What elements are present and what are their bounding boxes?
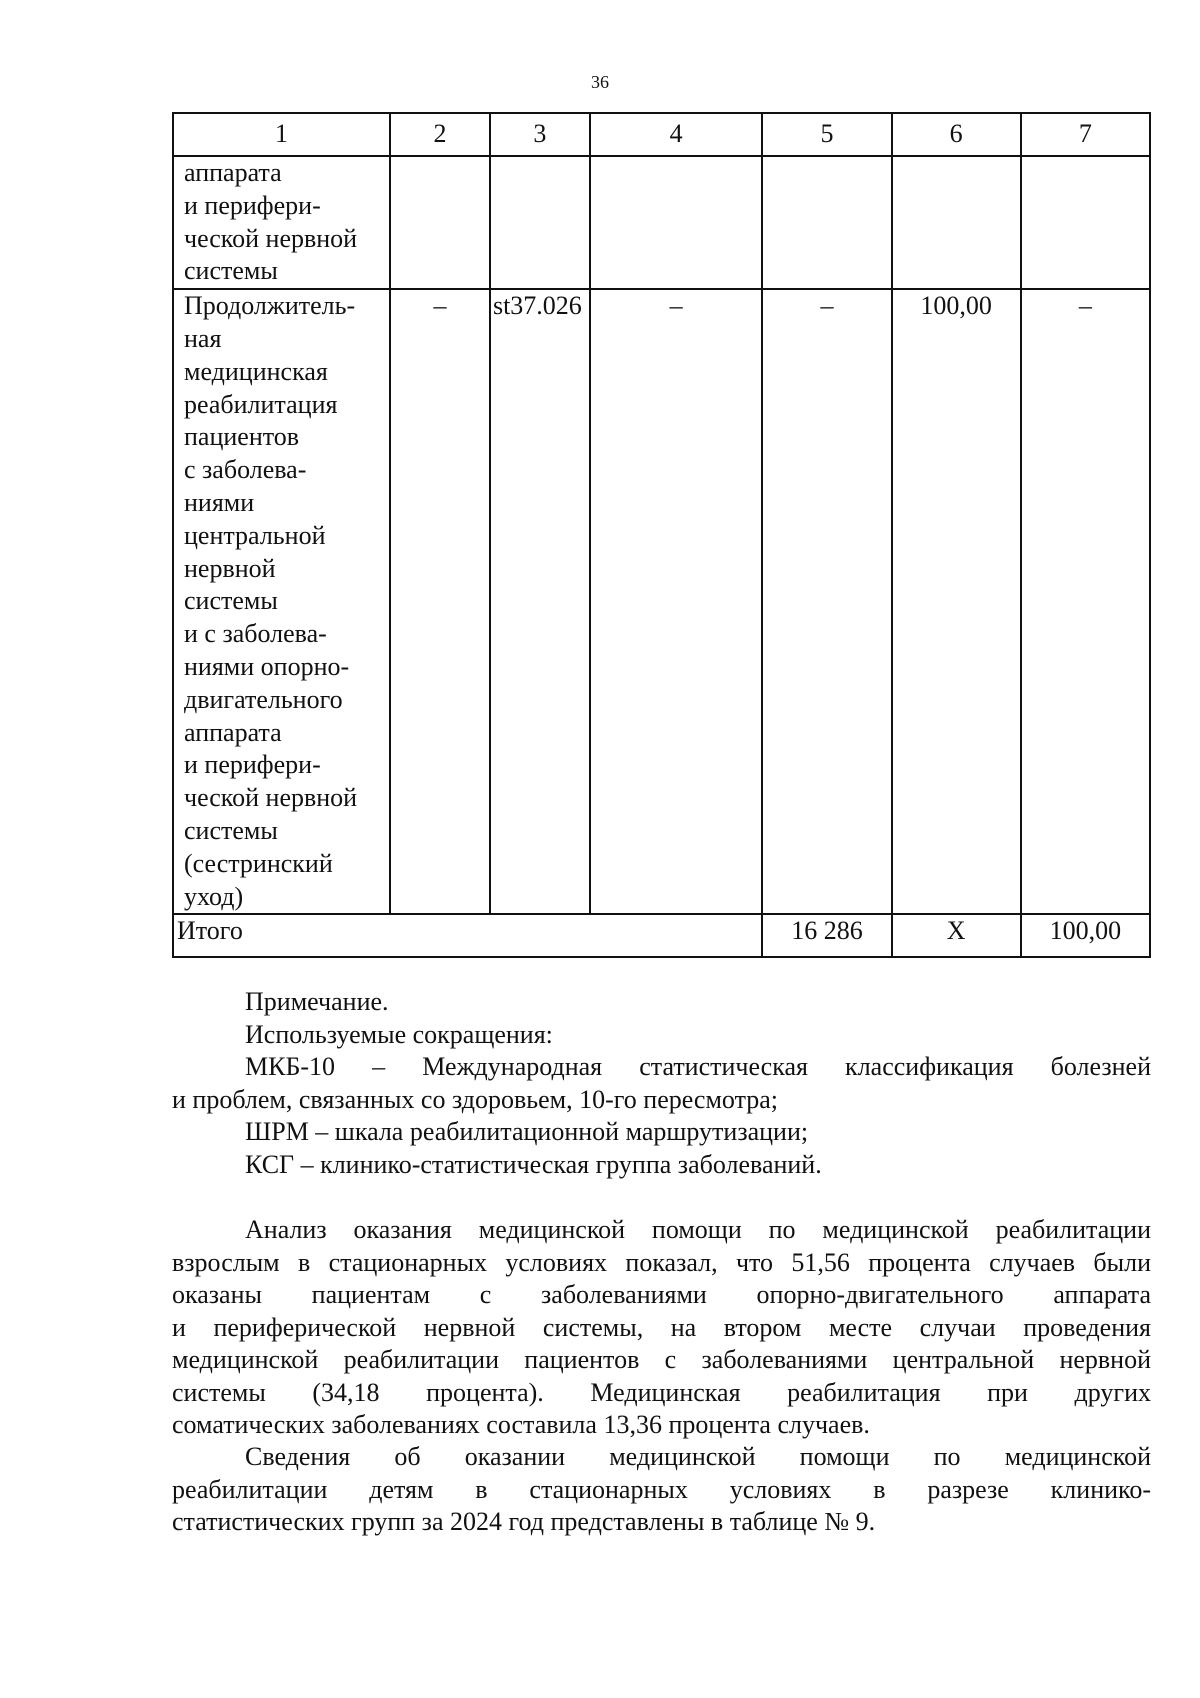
table-cell xyxy=(590,156,763,289)
table-cell: – xyxy=(762,289,891,914)
cell-line: нервной xyxy=(184,553,276,583)
data-table xyxy=(172,112,1151,958)
table-cell xyxy=(390,156,490,289)
table-cell xyxy=(892,156,1021,289)
table-cell xyxy=(762,156,891,289)
note-block xyxy=(172,986,1151,1181)
cell-line: и перифери- xyxy=(184,750,321,780)
cell-line: (сестринский xyxy=(184,848,333,878)
note-item-ksg: КСГ – клинико-статистическая группа заболеваний. xyxy=(245,1149,822,1179)
column-header: 7 xyxy=(1021,113,1150,156)
cell-line: системы xyxy=(184,815,278,845)
cell-line: ниями опорно- xyxy=(184,651,350,681)
cell-line: ниями xyxy=(184,487,255,517)
cell-line: с заболева- xyxy=(184,455,307,485)
note-item-line: МКБ-10 – Международная статистическая классификация болезней xyxy=(245,1052,1151,1081)
cell-line: пациентов xyxy=(184,422,300,452)
paragraph-line: соматических заболеваниях составила 13,36 процента случаев. xyxy=(172,1410,870,1439)
cell-line: и перифери- xyxy=(184,190,321,220)
paragraph-line: Анализ оказания медицинской помощи по медицинской реабилитации xyxy=(245,1215,1151,1244)
table-cell: 100,00 xyxy=(892,289,1021,914)
cell-line: системы xyxy=(184,586,278,616)
table-total-row xyxy=(173,914,1150,957)
note-title: Примечание. xyxy=(245,987,389,1016)
analysis-paragraph xyxy=(172,1214,1151,1442)
table-cell xyxy=(490,156,590,289)
row-description-cell xyxy=(173,156,390,289)
page-number: 36 xyxy=(591,72,609,92)
cell-line: ная xyxy=(184,323,222,353)
column-header: 5 xyxy=(762,113,891,156)
note-item-mkb xyxy=(172,1051,1151,1116)
paragraph-line: системы (34,18 процента). Медицинская реабилитация при других xyxy=(172,1377,1151,1407)
row-description-cell xyxy=(173,289,390,914)
column-header: 3 xyxy=(490,113,590,156)
cell-line: ческой нервной xyxy=(184,783,358,813)
cell-line: аппарата xyxy=(184,158,282,187)
paragraph-line: реабилитации детям в стационарных условиях в разрезе клинико- xyxy=(172,1474,1151,1504)
column-header: 1 xyxy=(173,113,390,156)
note-item-line: и проблем, связанных со здоровьем, 10-го пересмотра; xyxy=(172,1084,779,1114)
table-cell xyxy=(1021,156,1150,289)
paragraph-line: медицинской реабилитации пациентов с заболеваниями центральной нервной xyxy=(172,1345,1151,1374)
cell-line: аппарата xyxy=(184,717,282,747)
note-item-shrm: ШРМ – шкала реабилитационной маршрутизации; xyxy=(245,1117,809,1146)
total-cell: 100,00 xyxy=(1021,914,1150,957)
ksg-code-cell: st37.026 xyxy=(490,289,590,914)
paragraph-line: статистических групп за 2024 год представлены в таблице № 9. xyxy=(172,1507,876,1536)
cell-line: уход) xyxy=(184,881,244,911)
cell-line: Продолжитель- xyxy=(184,291,356,321)
table-cell: – xyxy=(1021,289,1150,914)
table-cell: – xyxy=(390,289,490,914)
table-header-row xyxy=(173,113,1150,156)
column-header: 2 xyxy=(390,113,490,156)
cell-line: ческой нервной xyxy=(184,223,358,253)
cell-line: медицинская xyxy=(184,356,328,386)
info-paragraph xyxy=(172,1441,1151,1539)
total-label: Итого xyxy=(173,914,762,957)
table-cell: – xyxy=(590,289,763,914)
total-cell: Х xyxy=(892,914,1021,957)
cell-line: центральной xyxy=(184,520,326,550)
cell-line: системы xyxy=(184,256,278,286)
note-subtitle: Используемые сокращения: xyxy=(245,1019,553,1049)
total-cell: 16 286 xyxy=(762,914,891,957)
column-header: 6 xyxy=(892,113,1021,156)
table-row xyxy=(173,289,1150,914)
cell-line: реабилитация xyxy=(184,389,338,419)
cell-line: и с заболева- xyxy=(184,619,327,649)
column-header: 4 xyxy=(590,113,763,156)
table-row-continued xyxy=(173,156,1150,289)
cell-line: двигательного xyxy=(184,684,343,714)
paragraph-line: и периферической нервной системы, на втором месте случаи проведения xyxy=(172,1312,1151,1342)
paragraph-line: взрослым в стационарных условиях показал, что 51,56 процента случаев были xyxy=(172,1247,1151,1277)
paragraph-line: оказаны пациентам с заболеваниями опорно-двигательного аппарата xyxy=(172,1280,1151,1309)
paragraph-line: Сведения об оказании медицинской помощи по медицинской xyxy=(245,1442,1151,1471)
